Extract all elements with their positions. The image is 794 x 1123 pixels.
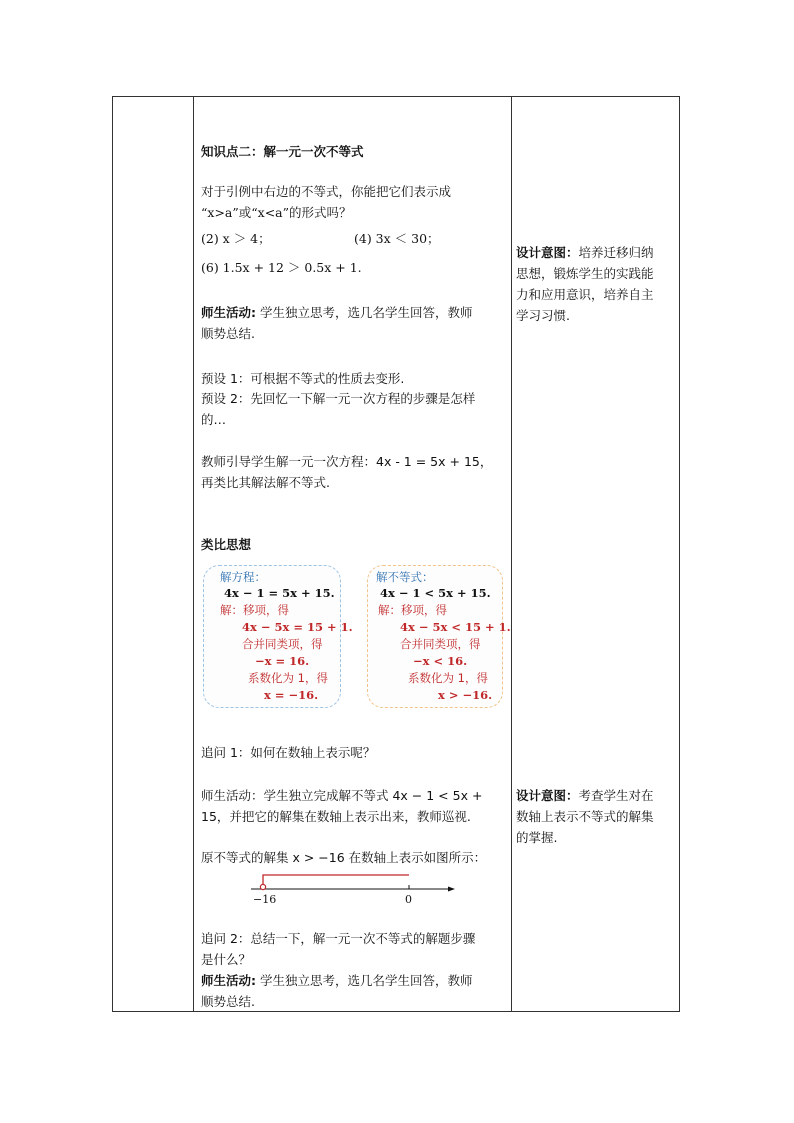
teacher-activity-3-label: 师生活动: bbox=[201, 973, 256, 988]
label-neg16: −16 bbox=[253, 893, 277, 906]
equation-step1: 解：移项，得 bbox=[220, 603, 289, 617]
design-intent-2-line2: 数轴上表示不等式的解集 bbox=[516, 809, 654, 824]
design-intent-1-line4: 学习习惯. bbox=[516, 308, 570, 323]
column-divider-2 bbox=[511, 97, 512, 1011]
inequality-step3: 系数化为 1，得 bbox=[408, 671, 488, 685]
inequality-box-head: 解不等式： bbox=[376, 570, 434, 584]
number-line-arrow bbox=[448, 887, 455, 892]
equation-step2: 合并同类项，得 bbox=[242, 637, 323, 651]
design-intent-1-line1 bbox=[516, 242, 654, 263]
teacher-activity-1-text: 学生独立思考，选几名学生回答，教师 bbox=[256, 305, 473, 320]
follow-up-2-line1: 追问 2：总结一下，解一元一次不等式的解题步骤 bbox=[201, 931, 476, 946]
teacher-activity-2-line2: 15，并把它的解集在数轴上表示出来，教师巡视. bbox=[201, 809, 471, 824]
column-divider-1 bbox=[193, 97, 194, 1011]
teacher-activity-1-line2: 顺势总结. bbox=[201, 326, 255, 341]
teacher-activity-2-line1: 师生活动：学生独立完成解不等式 4x − 1 < 5x + bbox=[201, 788, 483, 803]
equation-step3: 系数化为 1，得 bbox=[248, 671, 328, 685]
equation-line3: −x = 16. bbox=[255, 654, 310, 668]
teacher-activity-1-line1 bbox=[201, 302, 472, 323]
lesson-table bbox=[112, 96, 680, 1012]
design-intent-2-label: 设计意图： bbox=[516, 788, 579, 803]
knowledge-point-heading: 知识点二：解一元一次不等式 bbox=[201, 144, 364, 159]
inequality-line3: −x < 16. bbox=[413, 654, 468, 668]
example-6: (6) 1.5x + 12 ＞ 0.5x + 1. bbox=[201, 260, 362, 275]
equation-solution-box bbox=[203, 565, 353, 708]
preset-2-line2: 的… bbox=[201, 412, 227, 427]
inequality-step2: 合并同类项，得 bbox=[400, 637, 481, 651]
inequality-solution-box bbox=[367, 565, 511, 708]
design-intent-1-text-1: 培养迁移归纳 bbox=[578, 245, 654, 260]
equation-box-head: 解方程： bbox=[220, 570, 266, 584]
guide-line2: 再类比其解法解不等式. bbox=[201, 475, 330, 490]
teacher-activity-3-line2: 顺势总结. bbox=[201, 994, 255, 1009]
design-intent-1-line2: 思想，锻炼学生的实践能 bbox=[516, 266, 654, 281]
example-2: (2) x ＞ 4； bbox=[201, 231, 271, 246]
equation-line1: 4x − 1 = 5x + 15. bbox=[224, 586, 335, 600]
question-intro-line2: “x>a”或“x<a”的形式吗？ bbox=[201, 205, 352, 220]
teacher-activity-1-label: 师生活动: bbox=[201, 305, 256, 320]
preset-1: 预设 1：可根据不等式的性质去变形. bbox=[201, 371, 405, 386]
design-intent-1-line3: 力和应用意识，培养自主 bbox=[516, 287, 654, 302]
design-intent-1-label: 设计意图： bbox=[516, 245, 579, 260]
inequality-step1: 解：移项，得 bbox=[378, 603, 447, 617]
follow-up-2-line2: 是什么？ bbox=[201, 952, 252, 967]
question-intro-line1: 对于引例中右边的不等式，你能把它们表示成 bbox=[201, 184, 452, 199]
design-intent-2-text-1: 考查学生对在 bbox=[578, 788, 654, 803]
follow-up-1: 追问 1：如何在数轴上表示呢？ bbox=[201, 745, 376, 760]
number-line bbox=[241, 867, 461, 907]
preset-2-line1: 预设 2：先回忆一下解一元一次方程的步骤是怎样 bbox=[201, 391, 476, 406]
teacher-activity-3-line1 bbox=[201, 970, 472, 991]
analogy-title: 类比思想 bbox=[201, 537, 252, 552]
design-intent-2-line1 bbox=[516, 785, 654, 806]
solution-set-text: 原不等式的解集 x > −16 在数轴上表示如图所示： bbox=[201, 850, 487, 865]
design-intent-2-line3: 的掌握. bbox=[516, 830, 558, 845]
example-4: (4) 3x ＜ 30； bbox=[354, 231, 440, 246]
inequality-line2: 4x − 5x < 15 + 1. bbox=[400, 620, 511, 634]
inequality-line4: x > −16. bbox=[438, 688, 493, 702]
teacher-activity-3-text: 学生独立思考，选几名学生回答，教师 bbox=[256, 973, 473, 988]
open-circle-boundary bbox=[260, 884, 265, 889]
label-zero: 0 bbox=[405, 893, 412, 906]
solution-set-bracket bbox=[263, 875, 409, 886]
equation-line4: x = −16. bbox=[264, 688, 319, 702]
guide-line1: 教师引导学生解一元一次方程：4x - 1 = 5x + 15， bbox=[201, 454, 493, 469]
inequality-line1: 4x − 1 < 5x + 15. bbox=[380, 586, 491, 600]
equation-line2: 4x − 5x = 15 + 1. bbox=[242, 620, 353, 634]
